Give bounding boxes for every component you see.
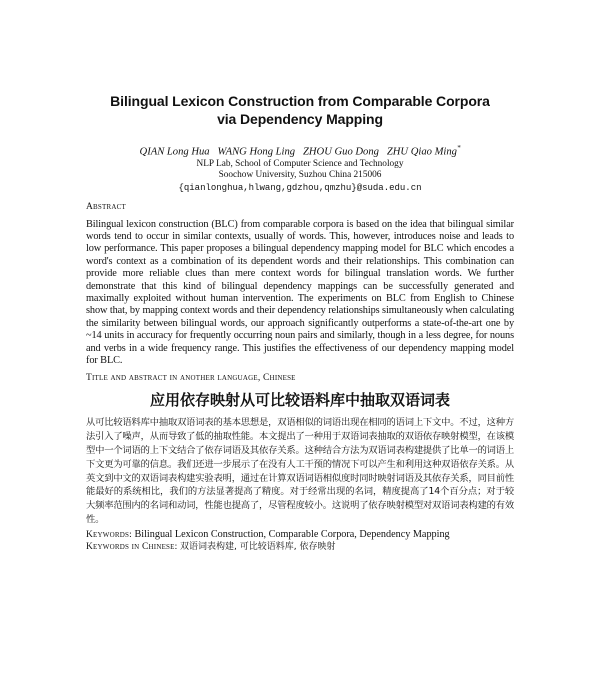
paper-page	[0, 92, 600, 692]
keywords-cn-label: Keywords in Chinese	[86, 542, 175, 553]
abstract-text: Bilingual lexicon construction (BLC) from comparable corpora is based on the idea that bilingual similar words tend to occur in similar contexts, usually of words. This, however, introduces noise and leads to low performance. This paper proposes a bilingual dependency mapping model for BLC which encodes a word's context as a combination of its dependent words and their relationships. This combination can provide more reliable clues than mere context words for bilingual translation words. We further demonstrate that this kind of bilingual dependency mappings can be successfully generated and maximally exploited without human intervention. The experiments on BLC from English to Chinese show that, by mapping context words and their dependency relationships simultaneously when calculating the similarity between bilingual words, our approach significantly outperforms a state-of-the-art one by ~14 units in accuracy for frequently occurring noun pairs and similarly, though in a less degree, for nouns and verbs in a wide frequency range. This justifies the effectiveness of our dependency mapping model for BLC.	[86, 218, 514, 366]
keywords-cn-line: Keywords in Chinese: 双语词表构建, 可比较语料库, 依存映射	[86, 542, 336, 553]
affiliation-line-1: NLP Lab, School of Computer Science and Technology	[196, 158, 404, 169]
affiliation-line-2: Soochow University, Suzhou China 215006	[218, 170, 382, 181]
corresponding-author-mark: *	[456, 144, 461, 152]
title-line-1: Bilingual Lexicon Construction from Comparable Corpora	[110, 93, 490, 109]
keywords-cn-value: 双语词表构建, 可比较语料库, 依存映射	[180, 542, 336, 553]
author-emails: {qianlonghua,hlwang,gdzhou,qmzhu}@suda.edu.cn	[178, 182, 422, 193]
keywords-line: Keywords: Bilingual Lexicon Construction, Comparable Corpora, Dependency Mapping	[86, 528, 450, 540]
chinese-title: 应用依存映射从可比较语料库中抽取双语词表	[149, 391, 450, 410]
keywords-value: Bilingual Lexicon Construction, Comparable Corpora, Dependency Mapping	[134, 528, 450, 540]
paper-title	[86, 92, 514, 128]
keywords-label: Keywords	[86, 529, 130, 540]
author-list	[86, 142, 514, 159]
chinese-abstract: 从可比较语料库中抽取双语词表的基本思想是，双语相似的词语出现在相同的语词上下文中。不过，这种方法引入了噪声，从而导致了低的抽取性能。本文提出了一种用于双语词表抽取的双语依存映射模型，在该模型中一个词语的上下文结合了依存词语及其依存关系。这种结合方法为双语词表构建提供了比单一的词语上下文更为可靠的信息。我们还进一步展示了在没有人工干预的情况下可以产生和利用这种双语依存关系。从英文到中文的双语词表构建实验表明，通过在计算双语词语相似度时同时映射词语及其依存关系，同目前性能最好的系统相比，我们的方法显著提高了精度。对于经常出现的名词，精度提高了14个百分点；对于较大频率范围内的名词和动词，性能也提高了，尽管程度较小。这说明了依存映射模型对双语词表构建的有效性。	[86, 417, 514, 525]
author-names: QIAN Long Hua WANG Hong Ling ZHOU Guo Dong ZHU Qiao Ming	[139, 146, 457, 158]
title-line-2: via Dependency Mapping	[217, 111, 383, 127]
abstract-heading: Abstract	[86, 201, 126, 212]
translation-heading: Title and abstract in another language, Chinese	[86, 373, 296, 384]
